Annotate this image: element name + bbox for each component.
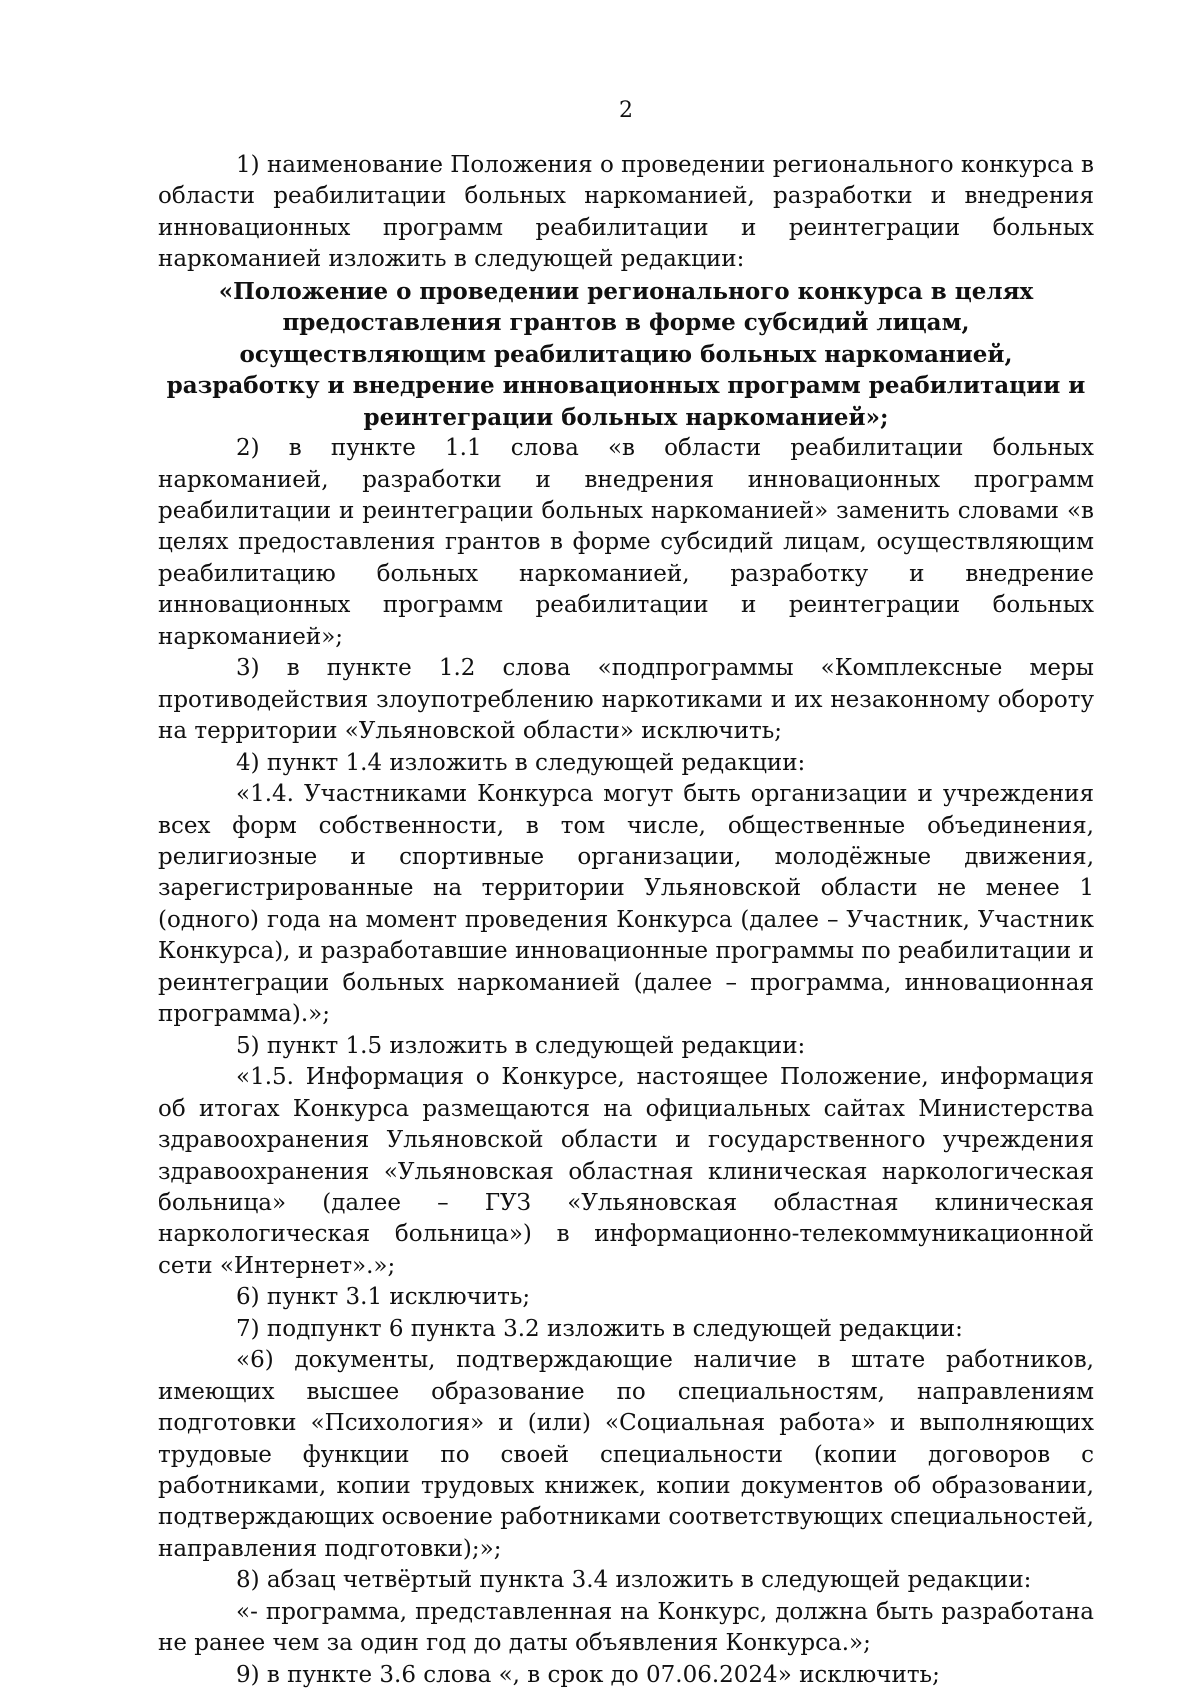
paragraph-item-6: 6) пункт 3.1 исключить; <box>236 1284 531 1311</box>
page-number: 2 <box>619 98 633 123</box>
paragraph-item-1: 1) наименование Положения о проведении регионального конкурса в области реабилитации больных наркоманией, разработки и внедрения инновационных программ реабилитации и реинтеграции больных наркоманией изложить в следующей редакции: <box>158 152 1094 273</box>
paragraph-subclause-6: «6) документы, подтверждающие наличие в штате работников, имеющих высшее образование по специальностям, направлениям подготовки «Психология» и (или) «Социальная работа» и выполняющих трудовые функции по своей специальности (копии договоров с работниками, копии трудовых книжек, копии документов об образовании, подтверждающих освоение работниками соответствующих специальностей, направления подготовки);»; <box>158 1347 1094 1562</box>
document-body <box>158 150 1094 1691</box>
paragraph-clause-1-5: «1.5. Информация о Конкурсе, настоящее Положение, информация об итогах Конкурса размещаются на официальных сайтах Министерства здравоохранения Ульяновской области и государственного учреждения здравоохранения «Ульяновская областная клиническая наркологическая больница» (далее – ГУЗ «Ульяновская областная клиническая наркологическая больница») в информационно-телекоммуникационной сети «Интернет».»; <box>158 1064 1094 1279</box>
paragraph-item-5: 5) пункт 1.5 изложить в следующей редакции: <box>236 1032 806 1059</box>
paragraph-item-7: 7) подпункт 6 пункта 3.2 изложить в следующей редакции: <box>236 1315 963 1342</box>
paragraph-program-requirement: «- программа, представленная на Конкурс, должна быть разработана не ранее чем за один год до даты объявления Конкурса.»; <box>158 1598 1094 1657</box>
paragraph-item-8: 8) абзац четвёртый пункта 3.4 изложить в следующей редакции: <box>236 1567 1032 1594</box>
paragraph-item-2: 2) в пункте 1.1 слова «в области реабилитации больных наркоманией, разработки и внедрения инновационных программ реабилитации и реинтеграции больных наркоманией» заменить словами «в целях предоставления грантов в форме субсидий лицам, осуществляющим реабилитацию больных наркоманией, разработку и внедрение инновационных программ реабилитации и реинтеграции больных наркоманией»; <box>158 435 1094 650</box>
paragraph-item-9: 9) в пункте 3.6 слова «, в срок до 07.06.2024» исключить; <box>236 1661 940 1688</box>
paragraph-clause-1-4: «1.4. Участниками Конкурса могут быть организации и учреждения всех форм собственности, в том числе, общественные объединения, религиозные и спортивные организации, молодёжные движения, зарегистрированные на территории Ульяновской области не менее 1 (одного) года на момент проведения Конкурса (далее – Участник, Участник Конкурса), и разработавшие инновационные программы по реабилитации и реинтеграции больных наркоманией (далее – программа, инновационная программа).»; <box>158 781 1094 1028</box>
regulation-title-heading: «Положение о проведении регионального конкурса в целях предоставления грантов в форме субсидий лицам, осуществляющим реабилитацию больных наркоманией, разработку и внедрение инновационных программ реабилитации и реинтеграции больных наркоманией»; <box>166 277 1086 431</box>
paragraph-item-3: 3) в пункте 1.2 слова «подпрограммы «Комплексные меры противодействия злоупотреблению наркотиками и их незаконному обороту на территории «Ульяновской области» исключить; <box>158 655 1094 745</box>
paragraph-item-4: 4) пункт 1.4 изложить в следующей редакции: <box>236 749 806 776</box>
